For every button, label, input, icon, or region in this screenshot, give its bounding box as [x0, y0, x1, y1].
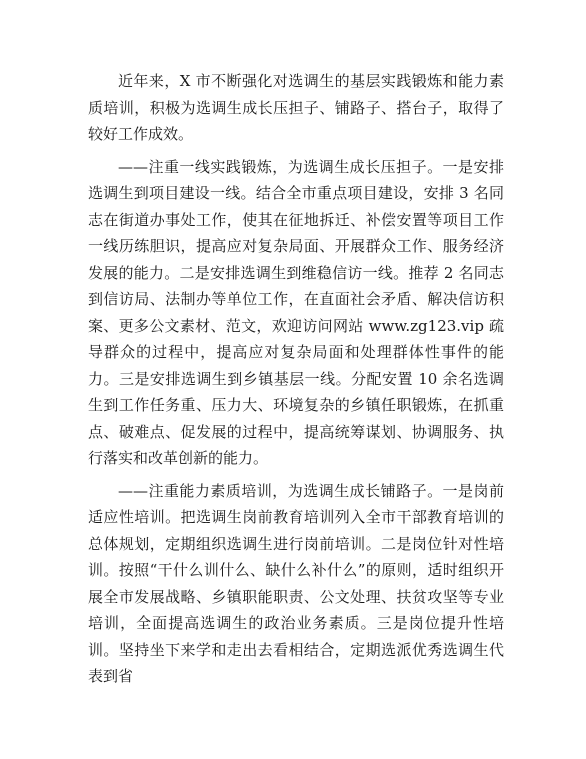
paragraph-frontline-practice: ——注重一线实践锻炼，为选调生成长压担子。一是安排选调生到项目建设一线。结合全市重点项目建设，安排 3 名同志在街道办事处工作，使其在征地拆迁、补偿安置等项目工作一线历练胆识，提高应对复杂局面、开展群众工作、服务经济发展的能力。二是安排选调生到维稳信访一线。推荐 2 名同志到信访局、法制办等单位工作，在直面社会矛盾、解决信访积案、更多公文素材、范文，欢迎访问网站 www.zg123.vip 疏导群众的过程中，提高应对复杂局面和处理群体性事件的能力。三是安排选调生到乡镇基层一线。分配安置 10 余名选调生到工作任务重、压力大、环境复杂的乡镇任职锻炼，在抓重点、破难点、促发展的过程中，提高统筹谋划、协调服务、执行落实和改革创新的能力。	[88, 157, 504, 467]
paragraph-intro: 近年来，X 市不断强化对选调生的基层实践锻炼和能力素质培训，积极为选调生成长压担子、铺路子、搭台子，取得了较好工作成效。	[88, 72, 504, 143]
paragraph-ability-training: ——注重能力素质培训，为选调生成长铺路子。一是岗前适应性培训。把选调生岗前教育培训列入全市干部教育培训的总体规划，定期组织选调生进行岗前培训。二是岗位针对性培训。按照“干什么训什么、缺什么补什么”的原则，适时组织开展全市发展战略、乡镇职能职责、公文处理、扶贫攻坚等专业培训，全面提高选调生的政治业务素质。三是岗位提升性培训。坚持坐下来学和走出去看相结合，定期选派优秀选调生代表到省	[88, 481, 504, 685]
document-body	[88, 68, 504, 696]
